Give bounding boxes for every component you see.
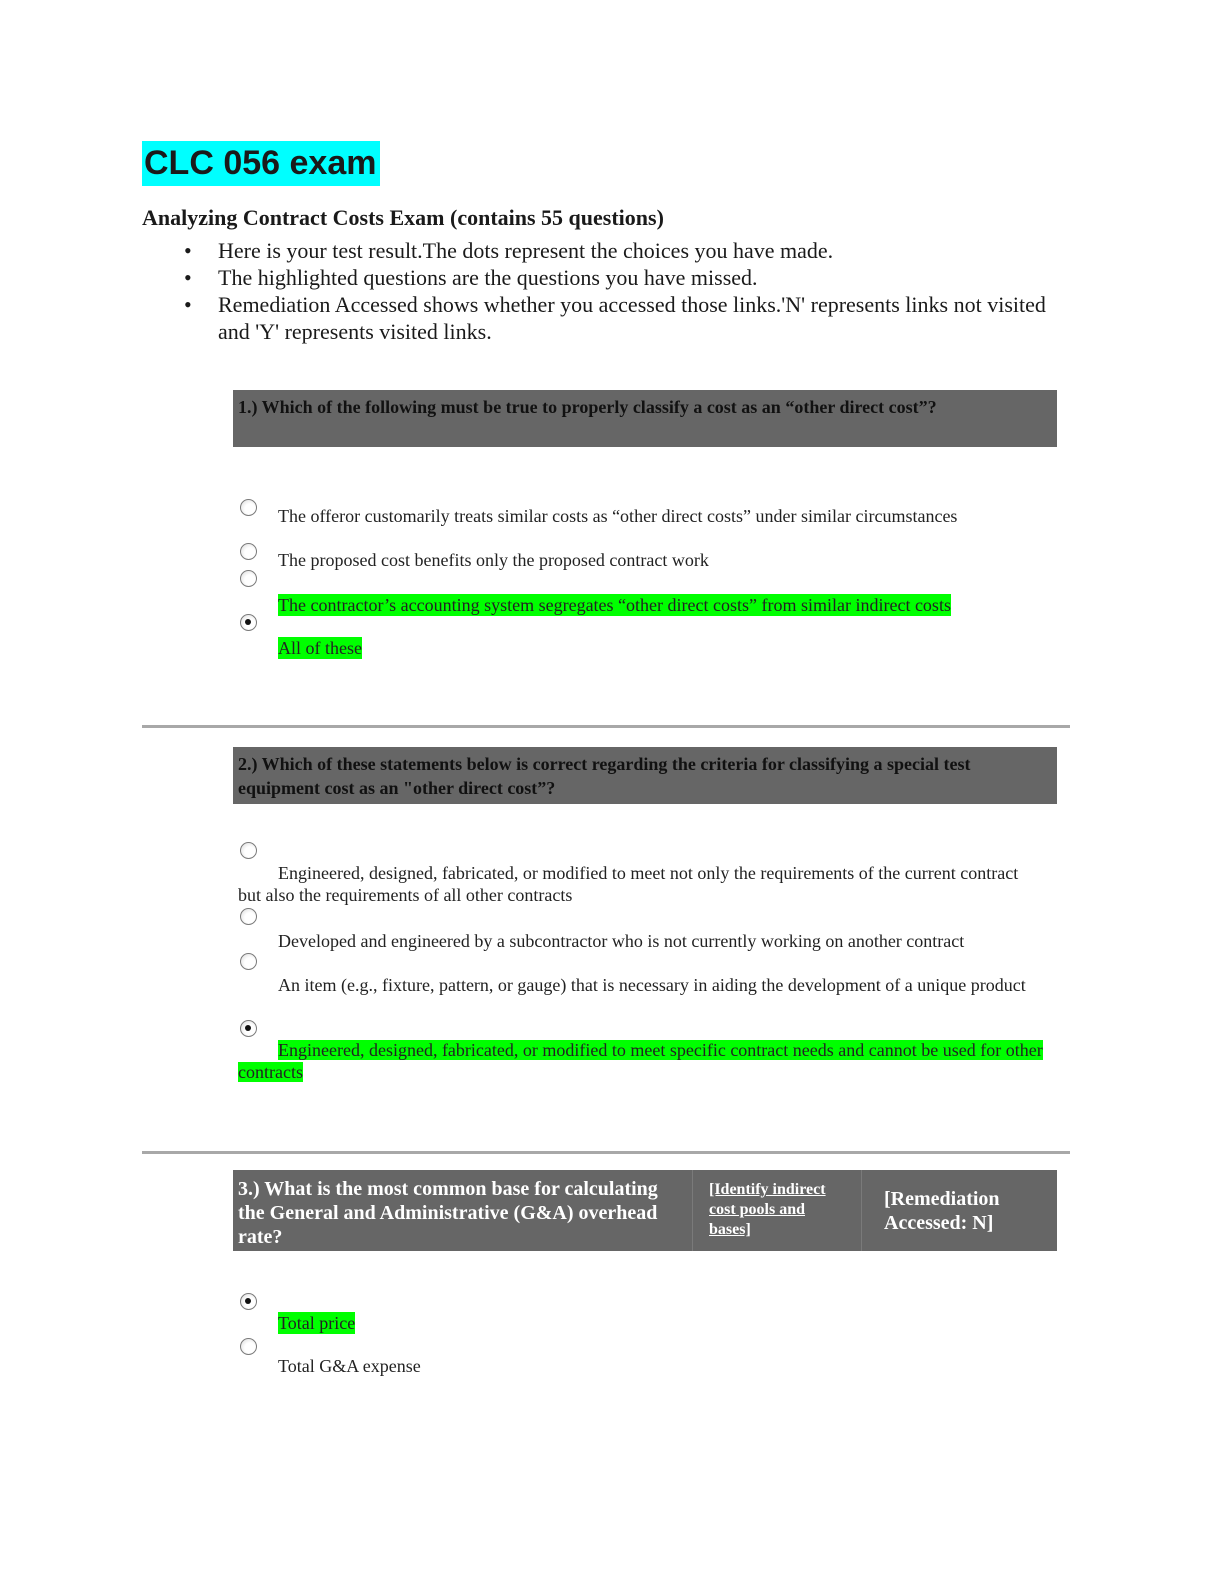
q1-option-4-radio-selected[interactable] xyxy=(240,614,257,631)
exam-subtitle: Analyzing Contract Costs Exam (contains 55 questions) xyxy=(142,205,664,230)
q2-option-3-radio[interactable] xyxy=(240,953,257,970)
q2-option-3-text: An item (e.g., fixture, pattern, or gauge) that is necessary in aiding the development of a unique product xyxy=(278,975,1026,995)
instruction-item: • The highlighted questions are the questions you have missed. xyxy=(184,265,758,290)
q2-option-1-radio[interactable] xyxy=(240,842,257,859)
q2-option-2-radio[interactable] xyxy=(240,908,257,925)
q3-option-2-text: Total G&A expense xyxy=(278,1356,421,1376)
q1-option-2-radio[interactable] xyxy=(240,543,257,560)
bullet-icon: • xyxy=(184,292,192,317)
bullet-icon: • xyxy=(184,265,192,290)
q3-option-1-radio-selected[interactable] xyxy=(240,1293,257,1310)
question-1-header: 1.) Which of the following must be true to properly classify a cost as an “other direct cost”? xyxy=(233,390,1057,447)
remediation-link-cell xyxy=(692,1170,862,1251)
remediation-accessed-status: [Remediation Accessed: N] xyxy=(884,1188,1000,1234)
q2-option-4-text: Engineered, designed, fabricated, or modified to meet specific contract needs and cannot be used for other contracts xyxy=(238,1040,1043,1082)
remediation-link[interactable]: [Identify indirect cost pools and bases] xyxy=(709,1181,826,1238)
q1-option-2-text: The proposed cost benefits only the proposed contract work xyxy=(278,550,709,570)
q2-option-2-text: Developed and engineered by a subcontractor who is not currently working on another contract xyxy=(278,931,965,951)
question-3-text: 3.) What is the most common base for calculating the General and Administrative (G&A) overhead rate? xyxy=(238,1178,658,1248)
bullet-icon: • xyxy=(184,238,192,263)
section-divider xyxy=(142,1151,1070,1154)
q1-option-1-radio[interactable] xyxy=(240,499,257,516)
section-divider xyxy=(142,725,1070,728)
q3-option-2-radio[interactable] xyxy=(240,1338,257,1355)
instruction-item: • Remediation Accessed shows whether you accessed those links.'N' represents links not visited and 'Y' represents visited links. xyxy=(184,292,1046,344)
question-2-header: 2.) Which of these statements below is correct regarding the criteria for classifying a special test equipment cost as an "other direct cost”? xyxy=(233,747,1057,804)
q2-option-1-text: Engineered, designed, fabricated, or modified to meet not only the requirements of the current contract but also the requirements of all other contracts xyxy=(238,863,1019,905)
page-title: CLC 056 exam xyxy=(142,141,380,186)
q1-option-4-text: All of these xyxy=(278,638,362,658)
q3-option-1-text: Total price xyxy=(278,1313,356,1333)
question-3-header xyxy=(233,1170,1057,1251)
instruction-item: • Here is your test result.The dots represent the choices you have made. xyxy=(184,238,834,263)
q1-option-3-radio[interactable] xyxy=(240,570,257,587)
q1-option-3-text: The contractor’s accounting system segregates “other direct costs” from similar indirect costs xyxy=(278,595,951,615)
instructions-list xyxy=(184,237,1064,345)
q2-option-4-radio-selected[interactable] xyxy=(240,1020,257,1037)
q1-option-1-text: The offeror customarily treats similar costs as “other direct costs” under similar circumstances xyxy=(278,506,958,526)
